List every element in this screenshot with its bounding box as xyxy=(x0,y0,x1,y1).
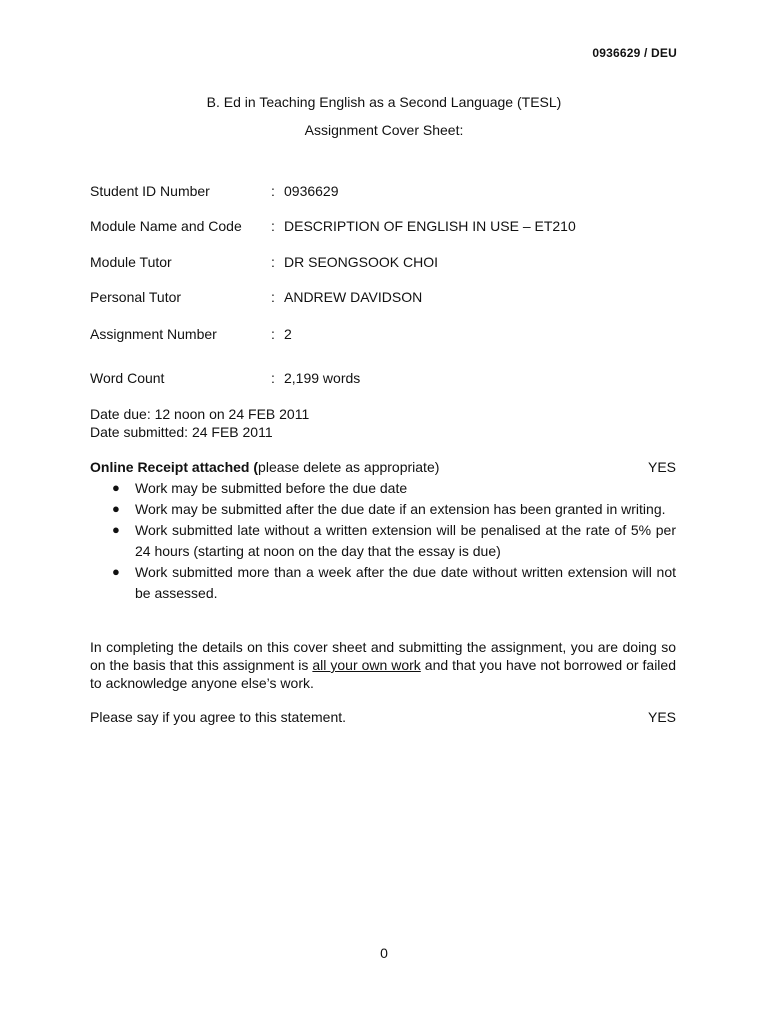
field-value: ANDREW DAVIDSON xyxy=(284,289,423,305)
field-row-personal-tutor xyxy=(90,288,690,306)
document-reference: 0936629 / DEU xyxy=(592,46,677,60)
list-item xyxy=(90,478,676,499)
rule-text: Work submitted more than a week after the due date without written extension will not be assessed. xyxy=(135,564,676,602)
declaration-text-before: In completing the details on this cover sheet and submitting the assignment, you are doing so on the basis that this assignment is xyxy=(90,639,676,673)
field-label: Personal Tutor xyxy=(90,289,182,305)
field-label: Module Tutor xyxy=(90,254,172,270)
document-subtitle: Assignment Cover Sheet: xyxy=(304,122,464,138)
declaration-paragraph xyxy=(90,638,676,692)
field-value: 2 xyxy=(284,326,292,342)
agreement-row xyxy=(90,708,676,726)
field-row-module-tutor xyxy=(90,253,690,271)
field-value: 2,199 words xyxy=(284,370,361,386)
receipt-label-bold: Online Receipt attached ( xyxy=(90,459,259,475)
date-block xyxy=(90,405,309,441)
field-separator: : xyxy=(271,326,275,342)
field-label: Student ID Number xyxy=(90,183,210,199)
rule-text: Work may be submitted before the due date xyxy=(135,480,408,496)
submission-rules-list xyxy=(90,478,676,604)
field-row-student-id xyxy=(90,182,690,200)
field-separator: : xyxy=(271,218,275,234)
rule-text: Work may be submitted after the due date if an extension has been granted in writing. xyxy=(135,501,666,518)
bullet-icon: ● xyxy=(112,564,120,580)
field-label: Word Count xyxy=(90,370,165,386)
receipt-label-note: please delete as appropriate) xyxy=(258,459,440,475)
date-due: Date due: 12 noon on 24 FEB 2011 xyxy=(90,406,310,422)
online-receipt-row xyxy=(90,458,676,476)
field-label: Assignment Number xyxy=(90,326,217,342)
list-item xyxy=(90,520,676,562)
date-submitted: Date submitted: 24 FEB 2011 xyxy=(90,424,273,440)
field-value: 0936629 xyxy=(284,183,339,199)
field-value: DESCRIPTION OF ENGLISH IN USE – ET210 xyxy=(284,218,576,234)
bullet-icon: ● xyxy=(112,501,120,517)
field-label: Module Name and Code xyxy=(90,218,242,234)
list-item xyxy=(90,562,676,604)
declaration-text-after: and that you have not borrowed or failed to acknowledge anyone else’s work. xyxy=(90,657,676,691)
field-row-word-count xyxy=(90,369,690,387)
list-item xyxy=(90,499,676,520)
field-value: DR SEONGSOOK CHOI xyxy=(284,254,439,270)
field-separator: : xyxy=(271,254,275,270)
bullet-icon: ● xyxy=(112,480,120,495)
bullet-icon: ● xyxy=(112,522,120,538)
agreement-question: Please say if you agree to this statement. xyxy=(90,709,347,725)
rule-text: Work submitted late without a written extension will be penalised at the rate of 5% per 24 hours (starting at noon on the day that the essay is due) xyxy=(135,522,676,560)
declaration-emphasis: all your own work xyxy=(312,657,421,673)
field-row-assignment-number xyxy=(90,325,690,343)
receipt-answer: YES xyxy=(647,459,676,475)
agreement-answer: YES xyxy=(647,709,676,725)
field-separator: : xyxy=(271,183,275,199)
document-title: B. Ed in Teaching English as a Second Language (TESL) xyxy=(206,94,562,110)
field-row-module-name xyxy=(90,217,690,235)
field-separator: : xyxy=(271,289,275,305)
field-separator: : xyxy=(271,370,275,386)
page-number: 0 xyxy=(380,945,388,961)
